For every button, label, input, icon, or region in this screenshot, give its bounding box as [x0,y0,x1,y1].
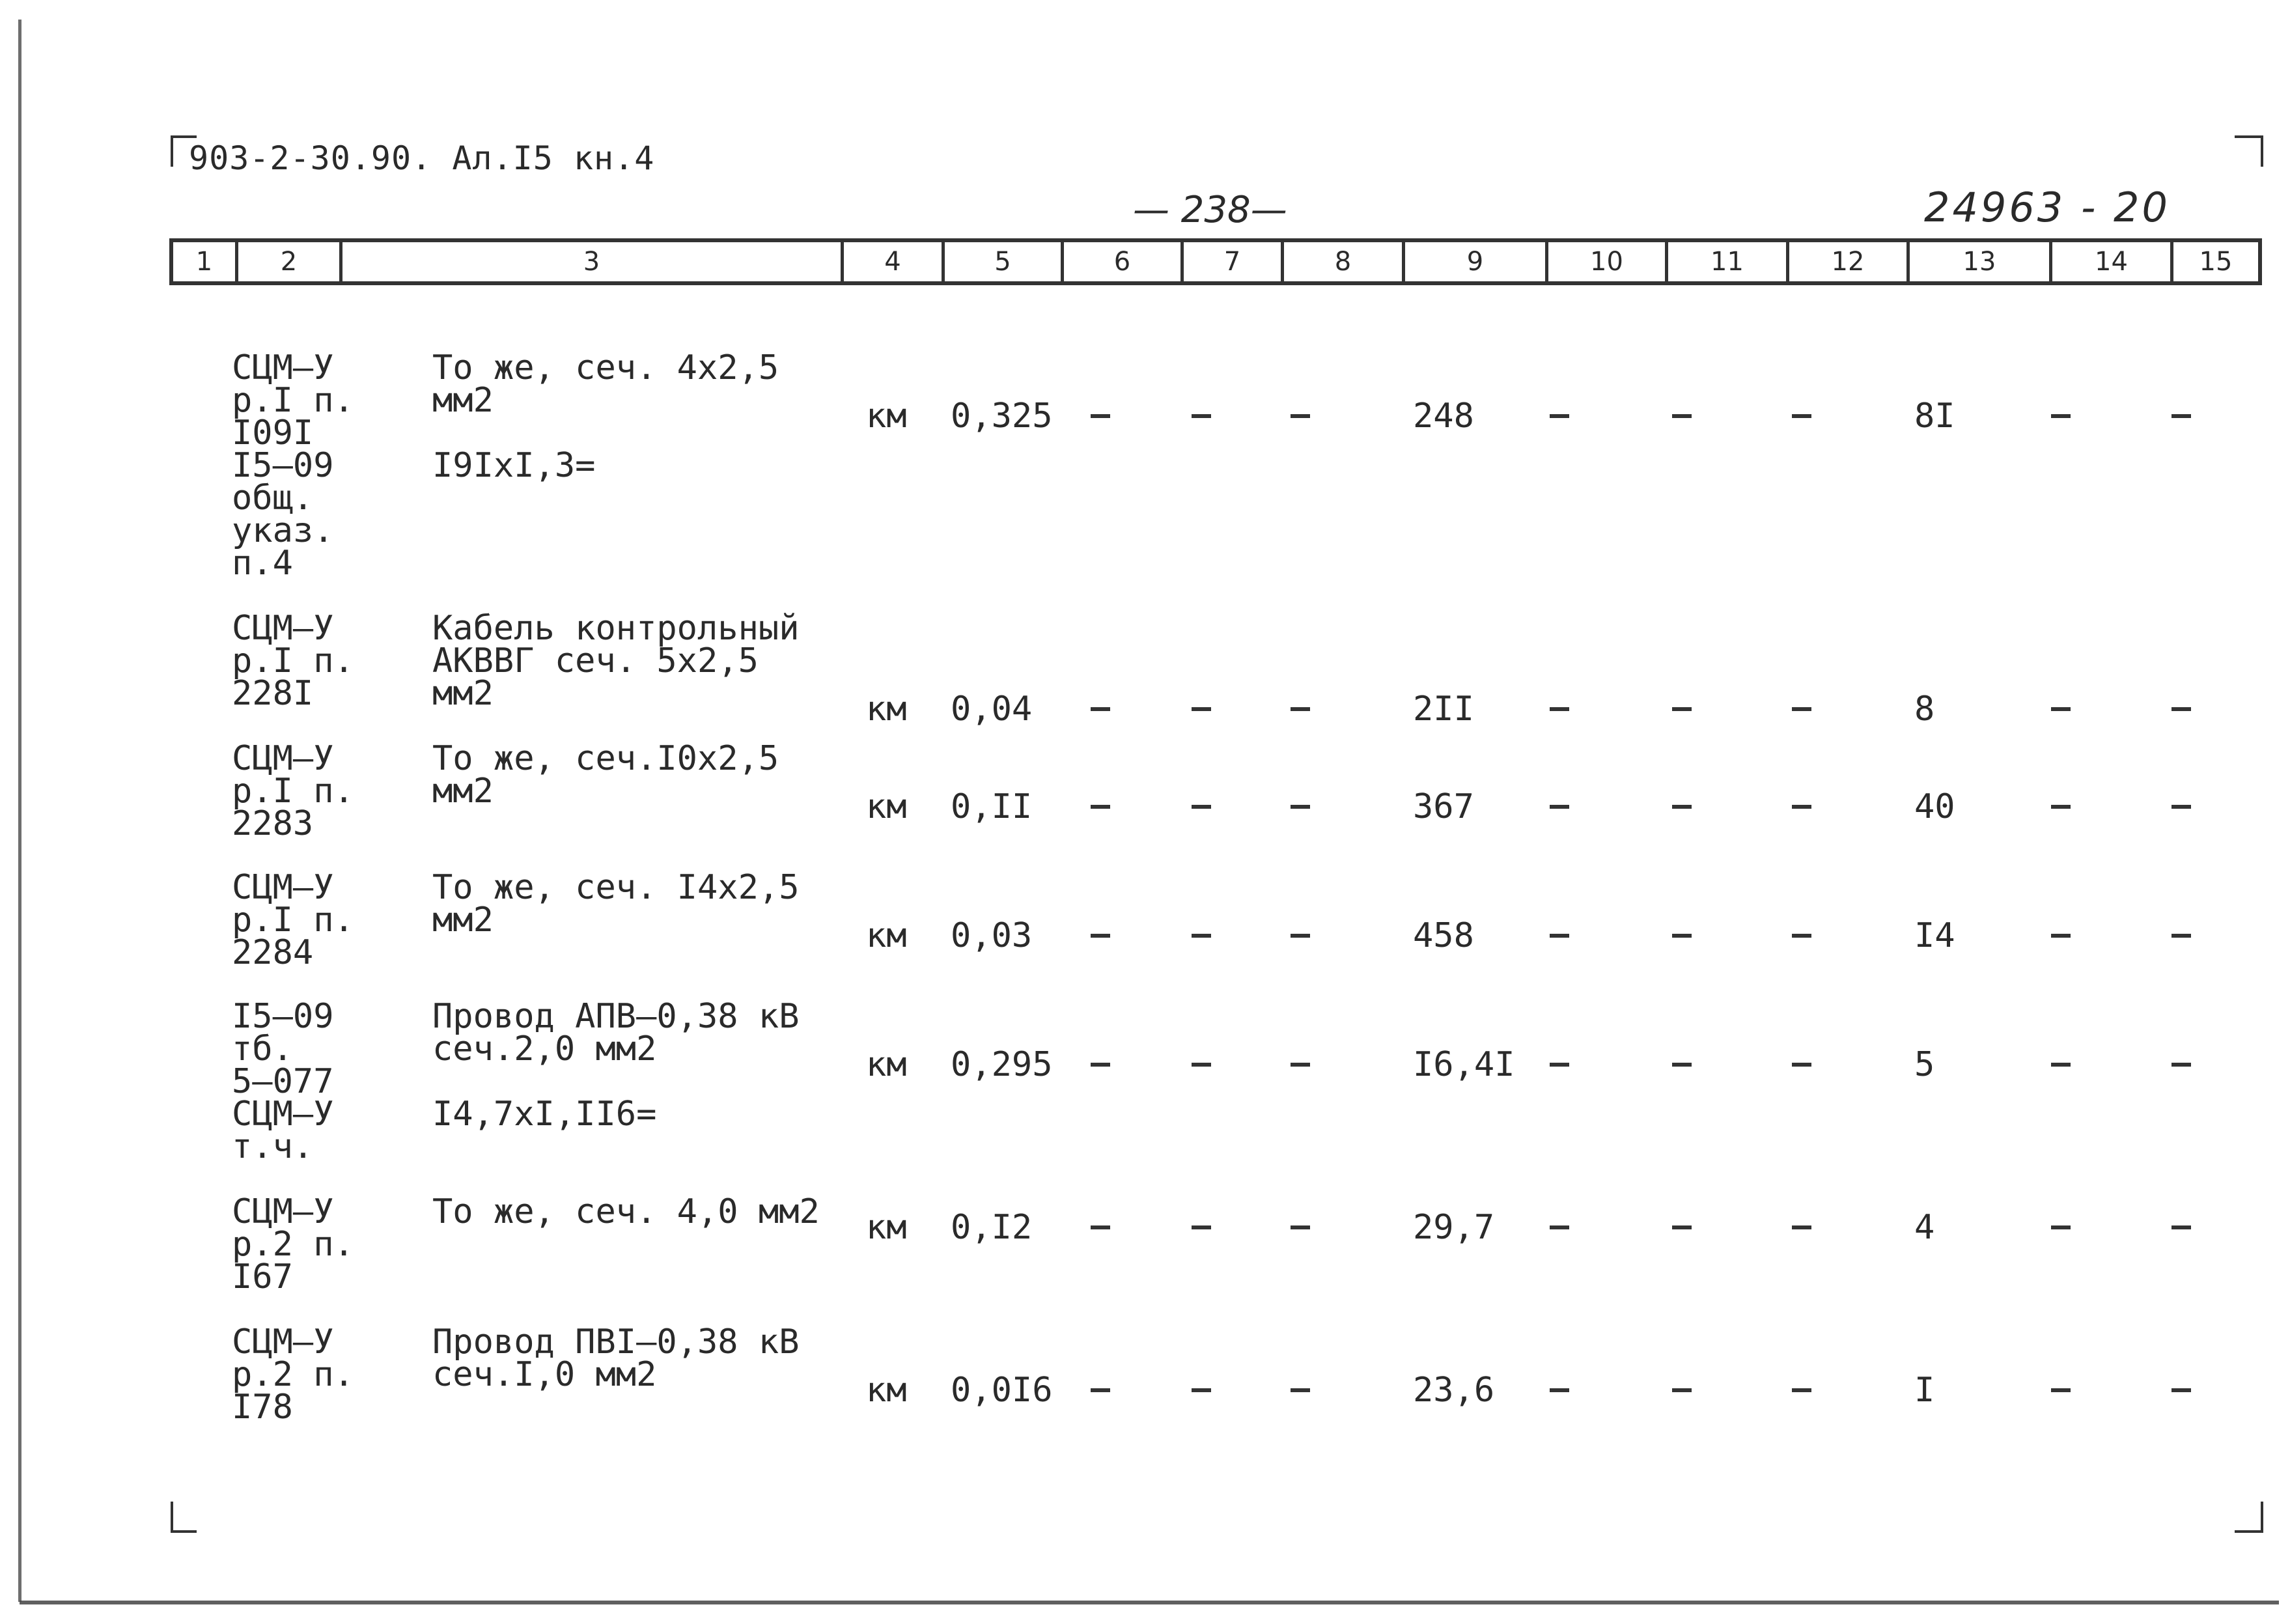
dash-cell-col-11 [1672,919,1692,952]
dash-cell-col-15 [2171,400,2191,432]
column-header-11: 11 [1668,242,1789,281]
column-header-14: 14 [2052,242,2173,281]
reference-cell: I5—09 тб. 5—077 СЦМ—У т.ч. [232,997,334,1166]
dash-mark [2051,707,2071,711]
description-cell: То же, сеч. 4х2,5 мм2 I9IxI,3= [432,348,779,485]
dash-mark [1091,1225,1110,1229]
dash-mark [1672,934,1692,938]
reference-cell: СЦМ—У р.2 п. I67 [232,1192,354,1296]
dash-cell-col-10 [1550,1374,1569,1407]
value-cell-col-13: I [1914,1371,1935,1410]
column-header-4: 4 [844,242,945,281]
column-header-8: 8 [1284,242,1405,281]
value-cell-col-13: 40 [1914,787,1955,826]
unit-cell: км [866,916,907,955]
dash-cell-col-7 [1192,919,1211,952]
page-edge-bottom [20,1601,2279,1604]
dash-cell-col-7 [1192,791,1211,823]
unit-cell: км [866,690,907,729]
dash-mark [2171,1225,2191,1229]
dash-cell-col-10 [1550,1048,1569,1081]
dash-cell-col-12 [1792,693,1811,725]
description-cell: То же, сеч.I0х2,5 мм2 [432,739,779,811]
dash-mark [1792,805,1811,809]
dash-cell-col-15 [2171,1211,2191,1244]
dash-mark [2171,934,2191,938]
dash-mark [1792,1388,1811,1392]
dash-cell-col-14 [2051,1211,2071,1244]
description-cell: Кабель контрольный АКВВГ сеч. 5х2,5 мм2 [432,609,800,713]
dash-mark [1550,1225,1569,1229]
dash-mark [1792,414,1811,418]
dash-mark [1192,414,1211,418]
dash-mark [1091,707,1110,711]
quantity-cell: 0,325 [951,397,1053,436]
dash-mark [2171,805,2191,809]
dash-cell-col-7 [1192,693,1211,725]
dash-mark [1091,805,1110,809]
dash-cell-col-14 [2051,693,2071,725]
value-cell-col-13: 8 [1914,690,1935,729]
dash-mark [2171,1063,2191,1067]
dash-cell-col-6 [1091,1374,1110,1407]
dash-mark [1091,934,1110,938]
unit-cell: км [866,397,907,436]
value-cell-col-13: 5 [1914,1045,1935,1084]
dash-mark [2051,805,2071,809]
dash-cell-col-6 [1091,919,1110,952]
dash-mark [1291,707,1310,711]
quantity-cell: 0,03 [951,916,1033,955]
page-number: — 238— [1133,189,1287,231]
reference-cell: СЦМ—У р.2 п. I78 [232,1323,354,1427]
dash-cell-col-8 [1291,919,1310,952]
dash-cell-col-15 [2171,791,2191,823]
quantity-cell: 0,0I6 [951,1371,1053,1410]
dash-mark [1550,934,1569,938]
column-header-12: 12 [1789,242,1910,281]
column-header-13: 13 [1910,242,2052,281]
document-code: 903-2-30.90. Ал.I5 кн.4 [189,139,655,177]
page-edge-left [18,20,21,1602]
dash-cell-col-12 [1792,400,1811,432]
dash-cell-col-15 [2171,919,2191,952]
value-cell-col-9: 367 [1413,787,1474,826]
quantity-cell: 0,I2 [951,1208,1033,1247]
dash-mark [1792,1063,1811,1067]
column-header-9: 9 [1405,242,1548,281]
column-header-1: 1 [173,242,238,281]
dash-cell-col-11 [1672,693,1692,725]
dash-mark [1192,707,1211,711]
column-header-3: 3 [342,242,844,281]
dash-cell-col-8 [1291,1048,1310,1081]
dash-cell-col-6 [1091,1211,1110,1244]
dash-cell-col-12 [1792,1048,1811,1081]
dash-cell-col-8 [1291,1211,1310,1244]
description-cell: То же, сеч. 4,0 мм2 [432,1192,820,1231]
dash-mark [1672,805,1692,809]
dash-mark [1792,1225,1811,1229]
description-cell: То же, сеч. I4х2,5 мм2 [432,868,800,940]
value-cell-col-9: 2II [1413,690,1474,729]
value-cell-col-9: 458 [1413,916,1474,955]
dash-cell-col-11 [1672,1211,1692,1244]
dash-cell-col-10 [1550,1211,1569,1244]
dash-mark [1672,414,1692,418]
dash-cell-col-8 [1291,791,1310,823]
dash-mark [1792,934,1811,938]
dash-mark [1672,1063,1692,1067]
dash-mark [2171,707,2191,711]
unit-cell: км [866,787,907,826]
dash-cell-col-11 [1672,1374,1692,1407]
dash-mark [1550,805,1569,809]
reference-cell: СЦМ—У р.I п. 2284 [232,868,354,972]
column-header-5: 5 [945,242,1064,281]
dash-mark [1192,1063,1211,1067]
dash-mark [1672,707,1692,711]
dash-mark [2171,1388,2191,1392]
dash-cell-col-11 [1672,1048,1692,1081]
unit-cell: км [866,1045,907,1084]
quantity-cell: 0,04 [951,690,1033,729]
dash-mark [1192,805,1211,809]
dash-mark [1550,1388,1569,1392]
value-cell-col-9: I6,4I [1413,1045,1515,1084]
dash-mark [1792,707,1811,711]
dash-cell-col-10 [1550,791,1569,823]
dash-cell-col-14 [2051,400,2071,432]
description-cell: Провод ПВI—0,38 кВ сеч.I,0 мм2 [432,1323,800,1394]
dash-mark [1550,1063,1569,1067]
dash-mark [1291,934,1310,938]
value-cell-col-9: 23,6 [1413,1371,1495,1410]
dash-cell-col-12 [1792,1211,1811,1244]
column-header-10: 10 [1548,242,1668,281]
dash-mark [1672,1388,1692,1392]
dash-mark [1192,1225,1211,1229]
description-cell: Провод АПВ—0,38 кВ сеч.2,0 мм2 I4,7хI,II6= [432,997,800,1134]
sheet-id: 24963 - 20 [1924,184,2170,231]
value-cell-col-9: 248 [1413,397,1474,436]
dash-mark [2171,414,2191,418]
dash-mark [1192,934,1211,938]
dash-cell-col-15 [2171,1374,2191,1407]
value-cell-col-9: 29,7 [1413,1208,1495,1247]
dash-mark [1550,707,1569,711]
dash-mark [2051,1225,2071,1229]
dash-mark [1550,414,1569,418]
value-cell-col-13: I4 [1914,916,1955,955]
column-header-6: 6 [1064,242,1184,281]
dash-mark [1672,1225,1692,1229]
dash-cell-col-7 [1192,1048,1211,1081]
dash-cell-col-8 [1291,400,1310,432]
dash-cell-col-14 [2051,791,2071,823]
dash-cell-col-14 [2051,1374,2071,1407]
dash-mark [1291,1063,1310,1067]
column-header-2: 2 [238,242,342,281]
dash-mark [1192,1388,1211,1392]
dash-cell-col-10 [1550,693,1569,725]
corner-mark-bottom-left [171,1502,197,1533]
dash-cell-col-10 [1550,919,1569,952]
unit-cell: км [866,1208,907,1247]
dash-cell-col-6 [1091,693,1110,725]
unit-cell: км [866,1371,907,1410]
dash-mark [2051,1388,2071,1392]
dash-cell-col-12 [1792,791,1811,823]
reference-cell: СЦМ—У р.I п. I09I I5—09 общ. указ. п.4 [232,348,354,583]
dash-cell-col-11 [1672,400,1692,432]
dash-mark [1291,805,1310,809]
dash-cell-col-8 [1291,693,1310,725]
dash-cell-col-8 [1291,1374,1310,1407]
quantity-cell: 0,295 [951,1045,1053,1084]
reference-cell: СЦМ—У р.I п. 2283 [232,739,354,843]
value-cell-col-13: 4 [1914,1208,1935,1247]
column-header-row [169,238,2262,285]
dash-cell-col-6 [1091,1048,1110,1081]
dash-cell-col-14 [2051,1048,2071,1081]
dash-cell-col-12 [1792,1374,1811,1407]
dash-mark [2051,934,2071,938]
dash-mark [1091,1063,1110,1067]
dash-cell-col-7 [1192,1211,1211,1244]
dash-cell-col-6 [1091,400,1110,432]
value-cell-col-13: 8I [1914,397,1955,436]
dash-cell-col-11 [1672,791,1692,823]
reference-cell: СЦМ—У р.I п. 228I [232,609,354,713]
column-header-15: 15 [2199,247,2233,277]
dash-mark [1091,414,1110,418]
dash-mark [2051,1063,2071,1067]
quantity-cell: 0,II [951,787,1033,826]
corner-mark-top-right [2235,135,2263,167]
dash-cell-col-12 [1792,919,1811,952]
dash-mark [1291,414,1310,418]
dash-mark [1291,1388,1310,1392]
dash-mark [2051,414,2071,418]
dash-mark [1291,1225,1310,1229]
dash-cell-col-15 [2171,1048,2191,1081]
column-header-7: 7 [1184,242,1284,281]
dash-cell-col-6 [1091,791,1110,823]
corner-mark-bottom-right [2235,1502,2263,1533]
dash-cell-col-7 [1192,1374,1211,1407]
dash-cell-col-10 [1550,400,1569,432]
dash-cell-col-14 [2051,919,2071,952]
dash-mark [1091,1388,1110,1392]
dash-cell-col-7 [1192,400,1211,432]
dash-cell-col-15 [2171,693,2191,725]
